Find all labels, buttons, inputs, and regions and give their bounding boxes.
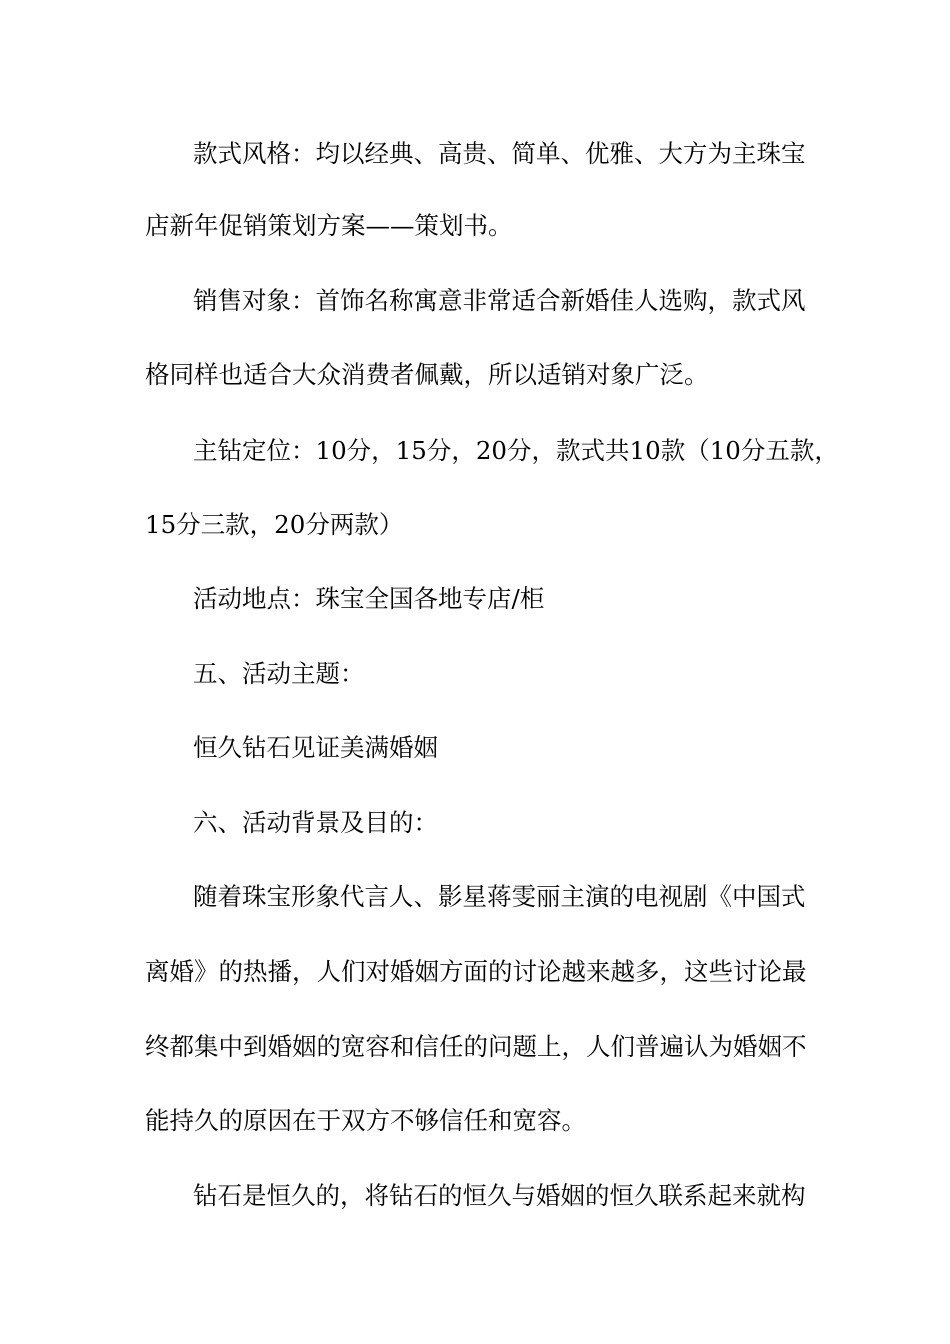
paragraph-background-line-2: 离婚》的热播，人们对婚姻方面的讨论越来越多，这些讨论最 — [145, 957, 807, 986]
paragraph-target-line-2: 格同样也适合大众消费者佩戴，所以适销对象广泛。 — [145, 360, 709, 389]
paragraph-diamond-eternal-line-1: 钻石是恒久的，将钻石的恒久与婚姻的恒久联系起来就构 — [193, 1181, 806, 1210]
section-heading-background: 六、活动背景及目的： — [193, 808, 438, 837]
paragraph-target-line-1: 销售对象：首饰名称寓意非常适合新婚佳人选购，款式风 — [193, 286, 806, 315]
paragraph-diamond-line-2: 15分三款，20分两款） — [145, 510, 404, 539]
paragraph-background-line-4: 能持久的原因在于双方不够信任和宽容。 — [145, 1106, 586, 1135]
paragraph-style-line-1: 款式风格：均以经典、高贵、简单、优雅、大方为主珠宝 — [193, 139, 806, 168]
paragraph-background-line-1: 随着珠宝形象代言人、影星蒋雯丽主演的电视剧《中国式 — [193, 882, 806, 911]
paragraph-location: 活动地点：珠宝全国各地专店/柜 — [193, 584, 545, 613]
section-heading-theme: 五、活动主题： — [193, 659, 365, 688]
paragraph-theme: 恒久钻石见证美满婚姻 — [193, 733, 438, 762]
paragraph-diamond-line-1: 主钻定位：10分，15分，20分，款式共10款（10分五款， — [193, 436, 839, 465]
paragraph-background-line-3: 终都集中到婚姻的宽容和信任的问题上，人们普遍认为婚姻不 — [145, 1032, 807, 1061]
paragraph-style-line-2: 店新年促销策划方案——策划书。 — [145, 211, 513, 240]
